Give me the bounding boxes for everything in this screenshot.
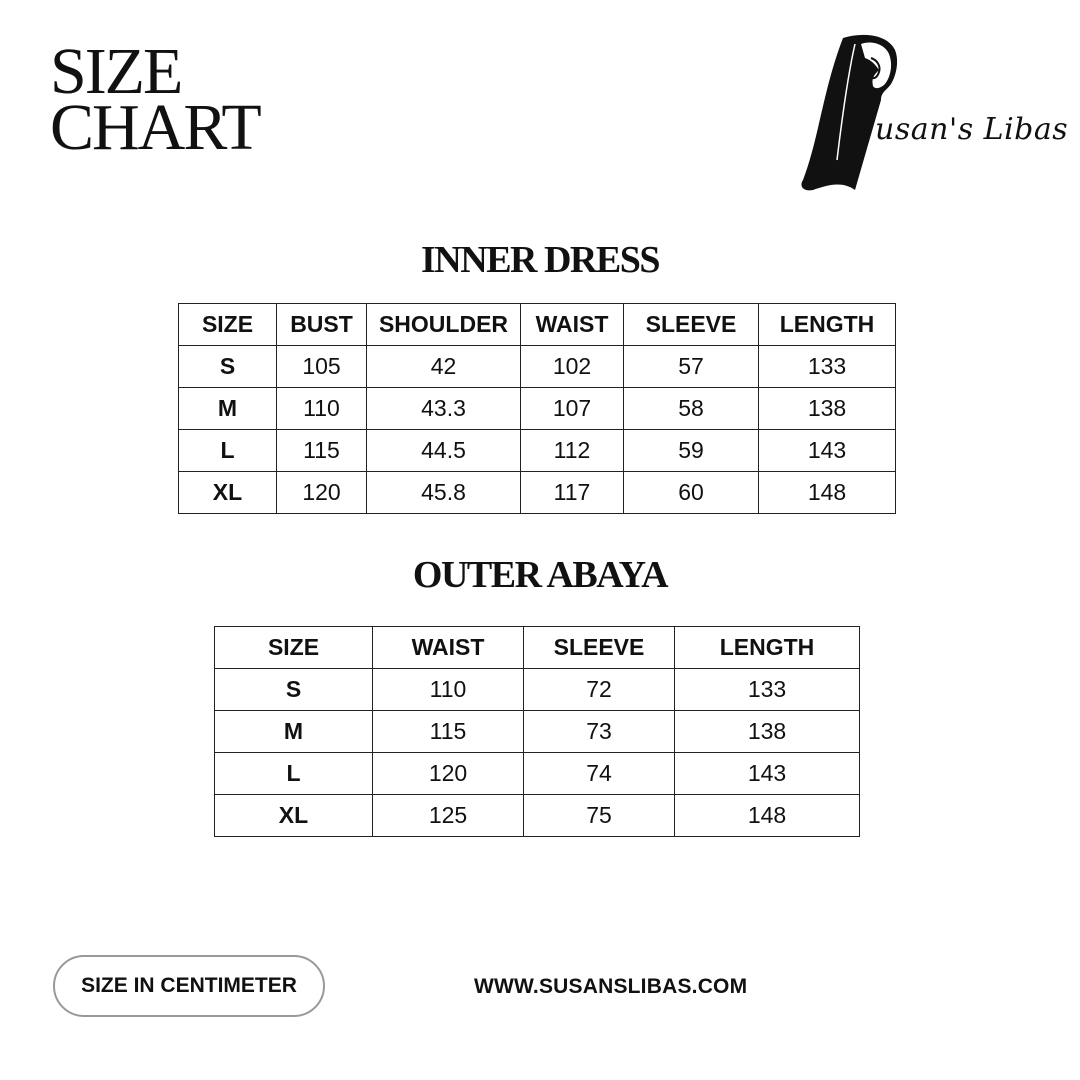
table-row	[179, 472, 896, 514]
size-cell: L	[215, 753, 373, 795]
column-header: WAIST	[373, 627, 524, 669]
title-line-1: SIZE	[50, 35, 182, 108]
website-link[interactable]: WWW.SUSANSLIBAS.COM	[474, 975, 748, 998]
value-cell: 110	[277, 388, 367, 430]
size-cell: XL	[215, 795, 373, 837]
value-cell: 125	[373, 795, 524, 837]
value-cell: 43.3	[367, 388, 521, 430]
value-cell: 143	[675, 753, 860, 795]
value-cell: 107	[521, 388, 624, 430]
table-row	[179, 346, 896, 388]
value-cell: 58	[624, 388, 759, 430]
unit-note-badge	[53, 955, 325, 1017]
column-header: BUST	[277, 304, 367, 346]
table-header-row	[215, 627, 860, 669]
brand-name: Susan's Libas	[854, 112, 1069, 147]
column-header: SIZE	[215, 627, 373, 669]
size-cell: L	[179, 430, 277, 472]
value-cell: 44.5	[367, 430, 521, 472]
size-cell: S	[179, 346, 277, 388]
value-cell: 59	[624, 430, 759, 472]
table-row	[215, 669, 860, 711]
outer-abaya-title: OUTER ABAYA	[412, 554, 668, 596]
column-header: LENGTH	[759, 304, 896, 346]
value-cell: 45.8	[367, 472, 521, 514]
table-row	[215, 753, 860, 795]
value-cell: 148	[675, 795, 860, 837]
column-header: SHOULDER	[367, 304, 521, 346]
table-row	[215, 711, 860, 753]
value-cell: 105	[277, 346, 367, 388]
value-cell: 133	[675, 669, 860, 711]
value-cell: 42	[367, 346, 521, 388]
value-cell: 73	[524, 711, 675, 753]
value-cell: 74	[524, 753, 675, 795]
column-header: SLEEVE	[624, 304, 759, 346]
value-cell: 102	[521, 346, 624, 388]
table-row	[179, 430, 896, 472]
table-row	[179, 388, 896, 430]
size-cell: M	[179, 388, 277, 430]
column-header: WAIST	[521, 304, 624, 346]
outer-abaya-table	[214, 626, 860, 837]
value-cell: 115	[277, 430, 367, 472]
value-cell: 117	[521, 472, 624, 514]
table-row	[215, 795, 860, 837]
value-cell: 60	[624, 472, 759, 514]
value-cell: 115	[373, 711, 524, 753]
value-cell: 72	[524, 669, 675, 711]
value-cell: 110	[373, 669, 524, 711]
column-header: SLEEVE	[524, 627, 675, 669]
value-cell: 138	[759, 388, 896, 430]
value-cell: 120	[277, 472, 367, 514]
value-cell: 138	[675, 711, 860, 753]
value-cell: 112	[521, 430, 624, 472]
inner-dress-title: INNER DRESS	[421, 239, 659, 281]
value-cell: 120	[373, 753, 524, 795]
size-cell: XL	[179, 472, 277, 514]
table-header-row	[179, 304, 896, 346]
value-cell: 133	[759, 346, 896, 388]
page-title	[50, 35, 260, 164]
unit-note-label: SIZE IN CENTIMETER	[81, 974, 297, 997]
column-header: LENGTH	[675, 627, 860, 669]
size-cell: M	[215, 711, 373, 753]
value-cell: 148	[759, 472, 896, 514]
inner-dress-table	[178, 303, 896, 514]
value-cell: 57	[624, 346, 759, 388]
value-cell: 143	[759, 430, 896, 472]
title-line-2: CHART	[50, 91, 260, 164]
value-cell: 75	[524, 795, 675, 837]
size-cell: S	[215, 669, 373, 711]
column-header: SIZE	[179, 304, 277, 346]
